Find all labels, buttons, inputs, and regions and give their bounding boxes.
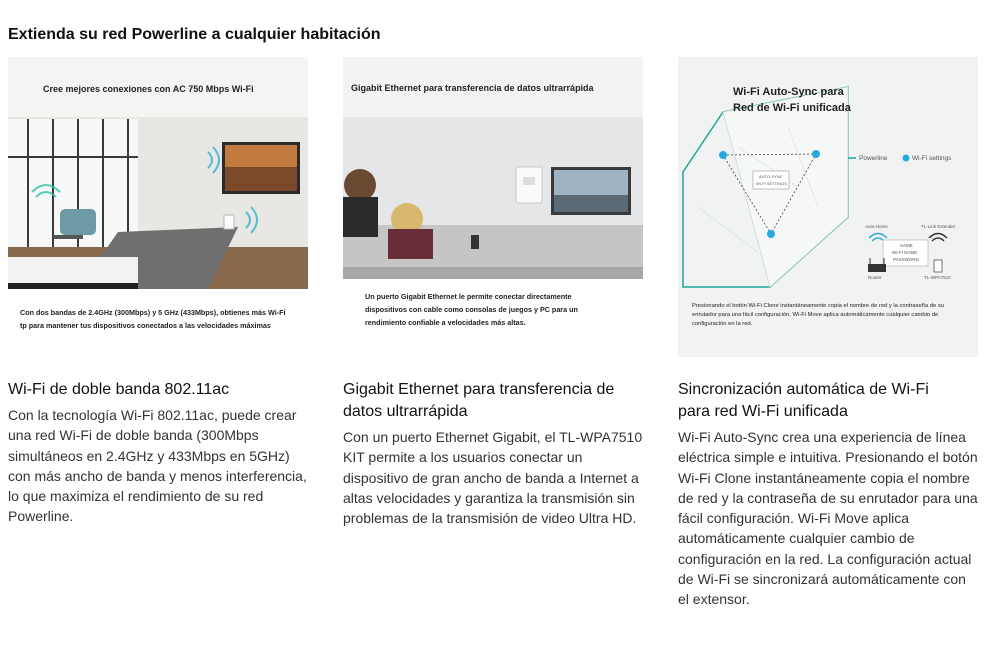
legend-wifi-settings: Wi-Fi settings [912,155,952,162]
auto-sync-caption-line-1: Wi-Fi Auto-Sync para [733,86,844,98]
gigabit-title-line-1: Gigabit Ethernet para transferencia de [343,381,615,398]
feature-card-auto-sync [678,57,978,610]
auto-sync-title [678,379,978,423]
diagram-auto-sync: AUTO-SYNC [759,174,783,179]
section-title: Extienda su red Powerline a cualquier habitación [8,26,381,43]
dual-band-description: Con la tecnología Wi-Fi 802.11ac, puede crear una red Wi-Fi de doble banda (300Mbps simultáneos en 2.4GHz y 433Mbps en 5GHz) con más ancho de banda y menos interferencia, lo que maximiza el rendimiento de su red Powerline. [8,407,307,525]
diagram-password: PASSWORD [893,257,919,262]
diagram-auto-home: Auto-Home [865,224,888,229]
legend-powerline: Powerline [859,155,888,162]
gigabit-image-sub-2: dispositivos con cable como consolas de juegos y PC para un [365,305,578,314]
auto-sync-image-sub-3: configuración en la red. [692,321,753,327]
auto-sync-image-sub-2: enrutador para una fácil configuración. Wi-Fi Move aplica automáticamente cualquier cambio de [692,312,939,318]
auto-sync-image-caption [733,84,851,116]
auto-sync-title-line-1: Sincronización automática de Wi-Fi [678,381,929,398]
auto-sync-image-sub-1: Presionando el botón Wi-Fi Clone instantáneamente copia el nombre de red y la contraseña de su [692,303,944,309]
dual-band-image[interactable] [8,57,308,357]
diagram-wifi-name: WI-FI NAME [892,250,918,255]
dual-band-title: Wi-Fi de doble banda 802.11ac [8,381,230,398]
diagram-wifi-settings: WI-FI SETTINGS [756,181,787,186]
gigabit-image-caption: Gigabit Ethernet para transferencia de datos ultrarrápida [351,83,594,93]
auto-sync-title-line-2: para red Wi-Fi unificada [678,403,848,420]
gigabit-image[interactable] [343,57,643,357]
diagram-router: Router [868,275,882,280]
diagram-extender: TL-Link Extender [921,224,956,229]
gigabit-description: Con un puerto Ethernet Gigabit, el TL-WPA7510 KIT permite a los usuarios conectar un dispositivo de gran ancho de banda a Internet a altas velocidades y garantiza la transmisión sin problemas de la transmisión de video Ultra HD. [343,429,643,527]
gigabit-title-line-2: datos ultrarrápida [343,403,468,420]
dual-band-image-sub-1: Con dos bandas de 2.4GHz (300Mbps) y 5 GHz (433Mbps), obtienes más Wi-Fi [20,308,286,317]
diagram-device: TL-WPA7510 [924,275,951,280]
gigabit-image-sub-3: rendimiento confiable a velocidades más altas. [365,318,526,327]
auto-sync-caption-line-2: Red de Wi-Fi unificada [733,102,851,114]
gigabit-title [343,379,643,423]
dual-band-image-caption: Cree mejores conexiones con AC 750 Mbps Wi-Fi [43,84,254,94]
dual-band-image-sub-2: tp para mantener tus dispositivos conectados a las velocidades máximas [20,321,271,330]
gigabit-image-sub-1: Un puerto Gigabit Ethernet le permite conectar directamente [365,292,572,301]
feature-card-dual-band [8,57,308,527]
auto-sync-description: Wi-Fi Auto-Sync crea una experiencia de línea eléctrica simple e intuitiva. Presionando el botón Wi-Fi Clone instantáneamente copia el nombre de red y la contraseña de su enrutador para una fácil configuración. Wi-Fi Move aplica automáticamente cualquier cambio de configuración en la red. La configuración actual de Wi-Fi se sincronizará automáticamente con el extensor. [678,429,978,608]
auto-sync-image[interactable] [678,57,978,357]
diagram-same: SAME [900,243,913,248]
feature-card-gigabit [343,57,643,528]
